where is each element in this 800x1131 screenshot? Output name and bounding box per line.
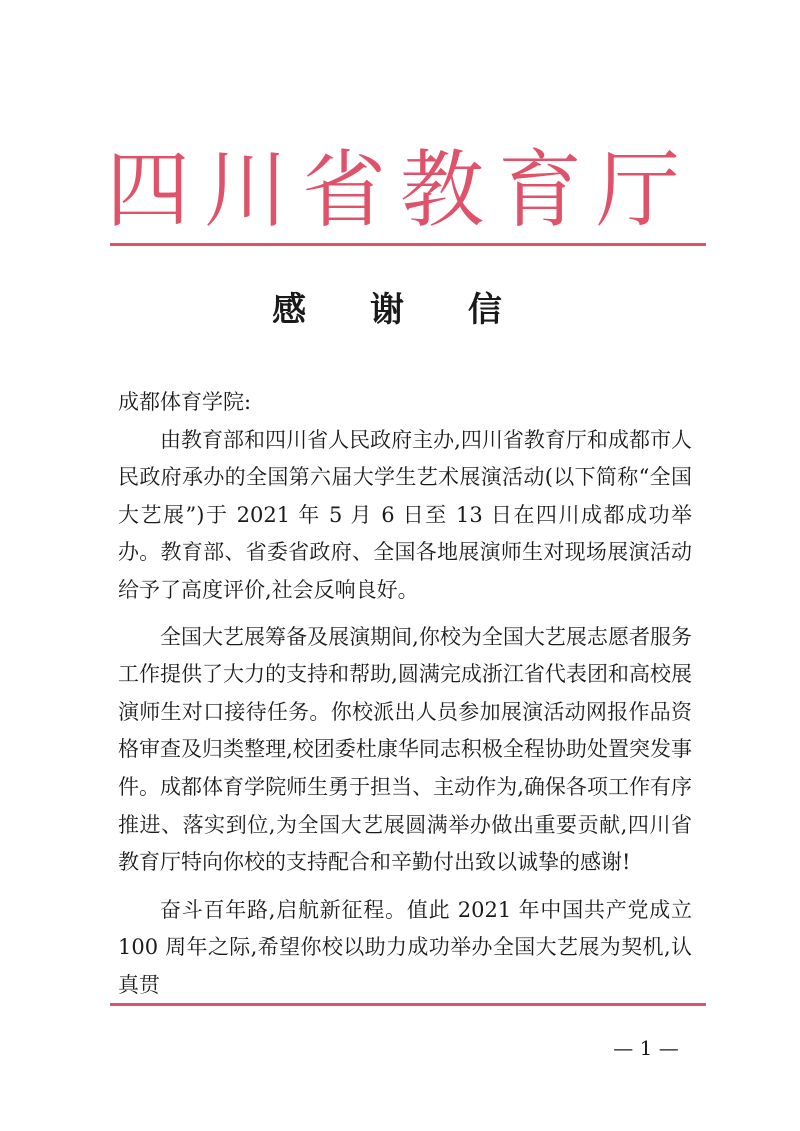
letter-body — [118, 384, 692, 1005]
letter-salutation: 成都体育学院: — [118, 390, 252, 414]
header-divider — [110, 243, 706, 246]
agency-name-header: 四川省教育厅 — [105, 141, 694, 239]
letter-title: 感 谢 信 — [272, 290, 528, 330]
footer-divider — [110, 1003, 706, 1006]
letter-paragraph-3: 奋斗百年路,启航新征程。值此 2021 年中国共产党成立 100 周年之际,希望你校以助力成功举办全国大艺展为契机,认真贯 — [118, 897, 692, 997]
letter-paragraph-2: 全国大艺展筹备及展演期间,你校为全国大艺展志愿者服务工作提供了大力的支持和帮助,圆满完成浙江省代表团和高校展演师生对口接待任务。你校派出人员参加展演活动网报作品资格审查及归类整理,校团委杜康华同志积极全程协助处置突发事件。成都体育学院师生勇于担当、主动作为,确保各项工作有序推进、落实到位,为全国大艺展圆满举办做出重要贡献,四川省教育厅特向你校的支持配合和辛勤付出致以诚挚的感谢! — [118, 624, 692, 875]
letter-paragraph-1: 由教育部和四川省人民政府主办,四川省教育厅和成都市人民政府承办的全国第六届大学生艺术展演活动(以下简称“全国大艺展”)于 2021 年 5 月 6 日至 13 日在四川成都成功举办。教育部、省委省政府、全国各地展演师生对现场展演活动给予了高度评价,社会反响良好。 — [118, 427, 692, 602]
page-number: — 1 — — [613, 1036, 679, 1060]
